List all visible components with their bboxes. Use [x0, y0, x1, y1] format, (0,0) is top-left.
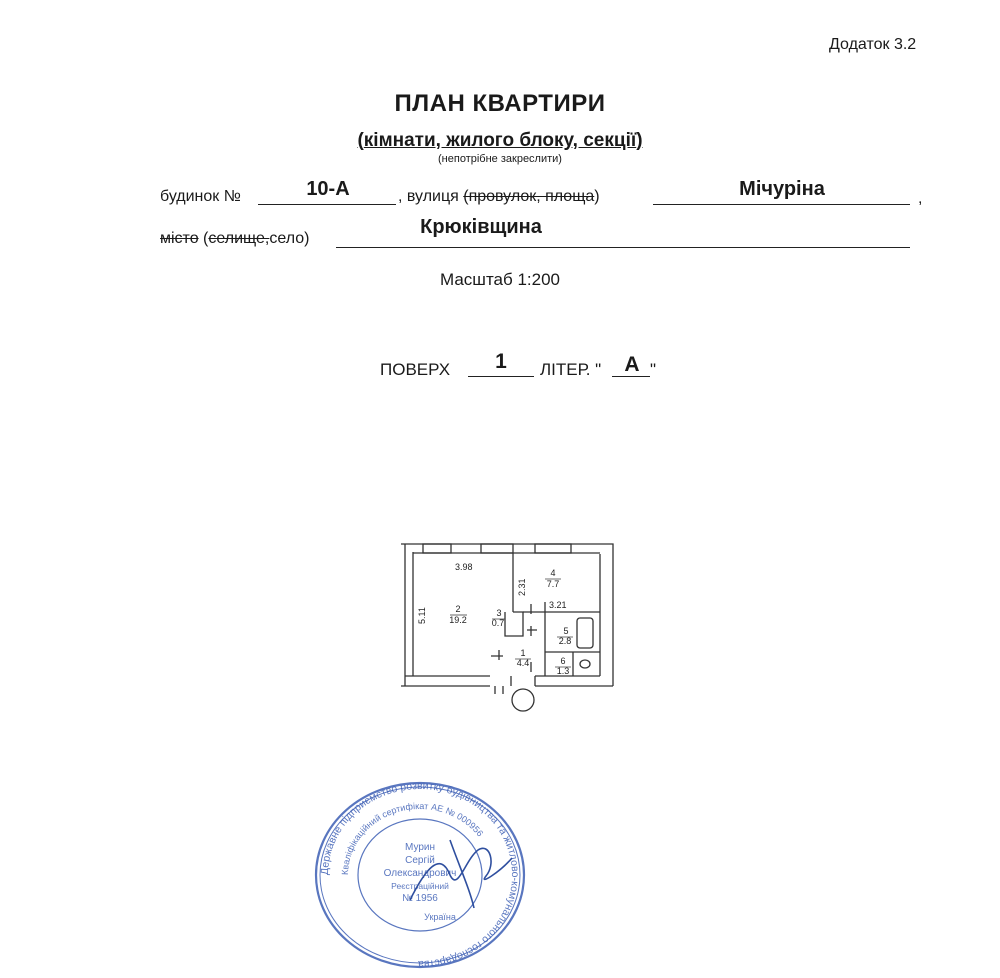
stamp-outer-text: Державне підприємство розвитку будівництва та житлово-комунального господарства — [318, 780, 522, 970]
subtitle-note: (непотрібне закреслити) — [438, 153, 562, 165]
house-label: будинок № — [160, 188, 241, 205]
room-3-number: 3 — [496, 608, 502, 618]
plan-wall-right — [600, 554, 613, 686]
city-label-struck2: селище, — [208, 230, 270, 247]
dim-kitchen-bottom: 3.21 — [549, 600, 567, 610]
subtitle-open: ( — [357, 130, 364, 151]
plan-window-3 — [535, 544, 571, 553]
stamp-line-3: Олександрович — [383, 868, 457, 879]
city-label-post: село) — [269, 230, 310, 247]
subtitle-struck: кімнати, жилого блоку, секції — [363, 130, 637, 151]
room-6-area: 1.3 — [556, 666, 570, 676]
dim-left: 5.11 — [417, 607, 427, 624]
stamp-inner-text: Кваліфікаційний сертифікат АЕ № 000956 — [339, 800, 486, 876]
street-label-struck: (провулок, площа — [463, 188, 595, 205]
dim-top: 3.98 — [455, 562, 473, 572]
street-trailing-comma: , — [918, 190, 923, 207]
dim-kitchen-side: 2.31 — [517, 578, 527, 596]
house-underline — [258, 204, 396, 205]
street-underline — [653, 204, 910, 205]
floor-label: ПОВЕРХ — [380, 360, 451, 379]
stamp-line-2: Сергій — [405, 855, 435, 866]
page-subtitle — [0, 130, 1000, 152]
room-4-area: 7.7 — [546, 579, 560, 589]
room-1-area: 4.4 — [516, 658, 530, 668]
street-label — [398, 188, 600, 206]
plan-stair-circle — [512, 689, 534, 711]
stamp-line-1: Мурин — [405, 842, 435, 853]
liter-underline — [612, 376, 650, 377]
room-6-number: 6 — [560, 656, 566, 666]
plan-window-2 — [481, 544, 513, 553]
room-1-number: 1 — [520, 648, 526, 658]
room-3-area: 0.7 — [491, 618, 505, 628]
plan-bathtub — [577, 618, 593, 648]
floor-value: 1 — [495, 350, 507, 373]
floor-plan — [395, 540, 625, 720]
stamp-country: Україна — [424, 912, 456, 922]
stamp-line-5: № 1956 — [402, 893, 438, 904]
city-label — [160, 230, 309, 248]
subtitle-close: ) — [636, 130, 643, 151]
city-label-struck: місто — [160, 230, 199, 247]
room-5-number: 5 — [563, 626, 569, 636]
appendix-label: Додаток 3.2 — [829, 36, 917, 53]
plan-toilet — [580, 660, 590, 668]
house-value: 10-А — [306, 178, 350, 200]
page-title: ПЛАН КВАРТИРИ — [394, 90, 606, 117]
street-value: Мічуріна — [739, 178, 825, 200]
room-2-area: 19.2 — [449, 615, 467, 625]
street-label-pre: , вулиця — [398, 188, 464, 205]
city-underline — [336, 247, 910, 248]
plan-window-1 — [423, 544, 451, 553]
liter-close: " — [650, 360, 657, 379]
scale-label: Масштаб 1:200 — [440, 270, 560, 289]
city-label-mid: ( — [198, 230, 209, 247]
city-value: Крюківщина — [420, 216, 542, 238]
room-2-number: 2 — [455, 604, 461, 614]
stamp-line-4: Реєстраційний — [391, 881, 449, 891]
floor-underline — [468, 376, 534, 377]
official-stamp — [300, 780, 540, 970]
room-5-area: 2.8 — [558, 636, 572, 646]
liter-label: ЛІТЕР. " — [540, 360, 602, 379]
street-label-post: ) — [594, 188, 600, 205]
liter-value: А — [624, 353, 640, 376]
room-4-number: 4 — [550, 568, 556, 578]
